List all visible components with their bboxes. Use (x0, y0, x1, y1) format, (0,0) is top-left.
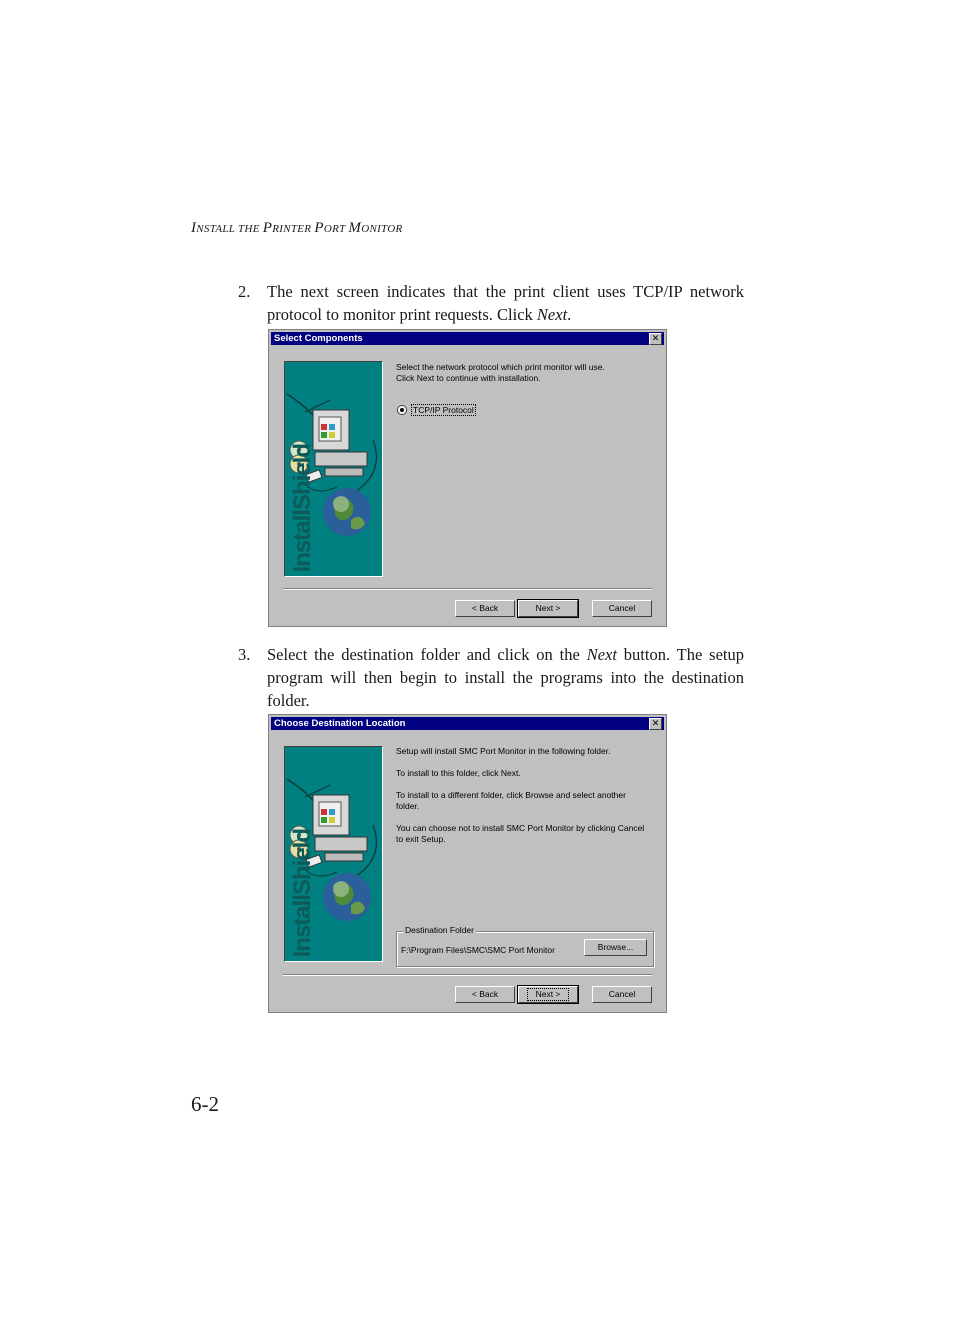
cancel-button[interactable]: Cancel (592, 600, 652, 617)
step-2 (238, 280, 744, 326)
header-part: INSTALL THE (191, 220, 263, 236)
choose-destination-dialog (268, 714, 667, 1013)
step-text: Select the destination folder and click on the Next button. The setup program will then begin to install the programs into the destination folder. (267, 645, 744, 710)
message-paragraph: To install to a different folder, click Browse and select another folder. (396, 790, 626, 811)
message-paragraph: Setup will install SMC Port Monitor in the following folder. (396, 746, 611, 756)
dialog-message (396, 746, 646, 856)
page-number: 6-2 (191, 1092, 219, 1116)
step-number: 3. (238, 645, 251, 664)
dialog-titlebar (271, 717, 664, 730)
step-3 (238, 643, 744, 712)
tcpip-option-label: TCP/IP Protocol (413, 405, 474, 415)
message-paragraph: To install to this folder, click Next. (396, 768, 521, 778)
dialog-titlebar (271, 332, 664, 345)
message-paragraph: You can choose not to install SMC Port Monitor by clicking Cancel to exit Setup. (396, 823, 645, 844)
close-icon[interactable]: ✕ (649, 333, 662, 345)
header-part: MONITOR (348, 220, 403, 236)
header-part: PRINTER (262, 220, 315, 236)
installshield-banner (284, 746, 383, 962)
destination-folder-label: Destination Folder (405, 925, 474, 935)
installshield-brand: InstallShield (289, 443, 316, 572)
tcpip-option[interactable] (397, 404, 476, 416)
step-number: 2. (238, 282, 251, 301)
back-button[interactable]: < Back (455, 986, 515, 1003)
installshield-banner (284, 361, 383, 577)
cancel-button[interactable]: Cancel (592, 986, 652, 1003)
button-separator (283, 974, 652, 976)
dialog-message (396, 362, 605, 384)
dialog-title: Select Components (274, 333, 363, 344)
running-header (191, 220, 403, 237)
next-button[interactable]: Next > (518, 986, 578, 1003)
destination-path: F:\Program Files\SMC\SMC Port Monitor (401, 945, 555, 955)
browse-button[interactable]: Browse... (584, 939, 647, 956)
header-part: PORT (314, 220, 349, 236)
message-line-1: Select the network protocol which print monitor will use. (396, 362, 605, 372)
dialog-title: Choose Destination Location (274, 718, 406, 729)
close-icon[interactable]: ✕ (649, 718, 662, 730)
installshield-brand: InstallShield (289, 828, 316, 957)
select-components-dialog (268, 329, 667, 627)
back-button[interactable]: < Back (455, 600, 515, 617)
next-button[interactable]: Next > (518, 600, 578, 617)
button-separator (283, 588, 652, 590)
step-text: The next screen indicates that the print client uses TCP/IP network protocol to monitor print requests. Click Next. (267, 282, 744, 324)
message-line-2: Click Next to continue with installation. (396, 373, 541, 383)
destination-folder-group (396, 925, 654, 967)
radio-selected-icon[interactable] (397, 405, 407, 415)
